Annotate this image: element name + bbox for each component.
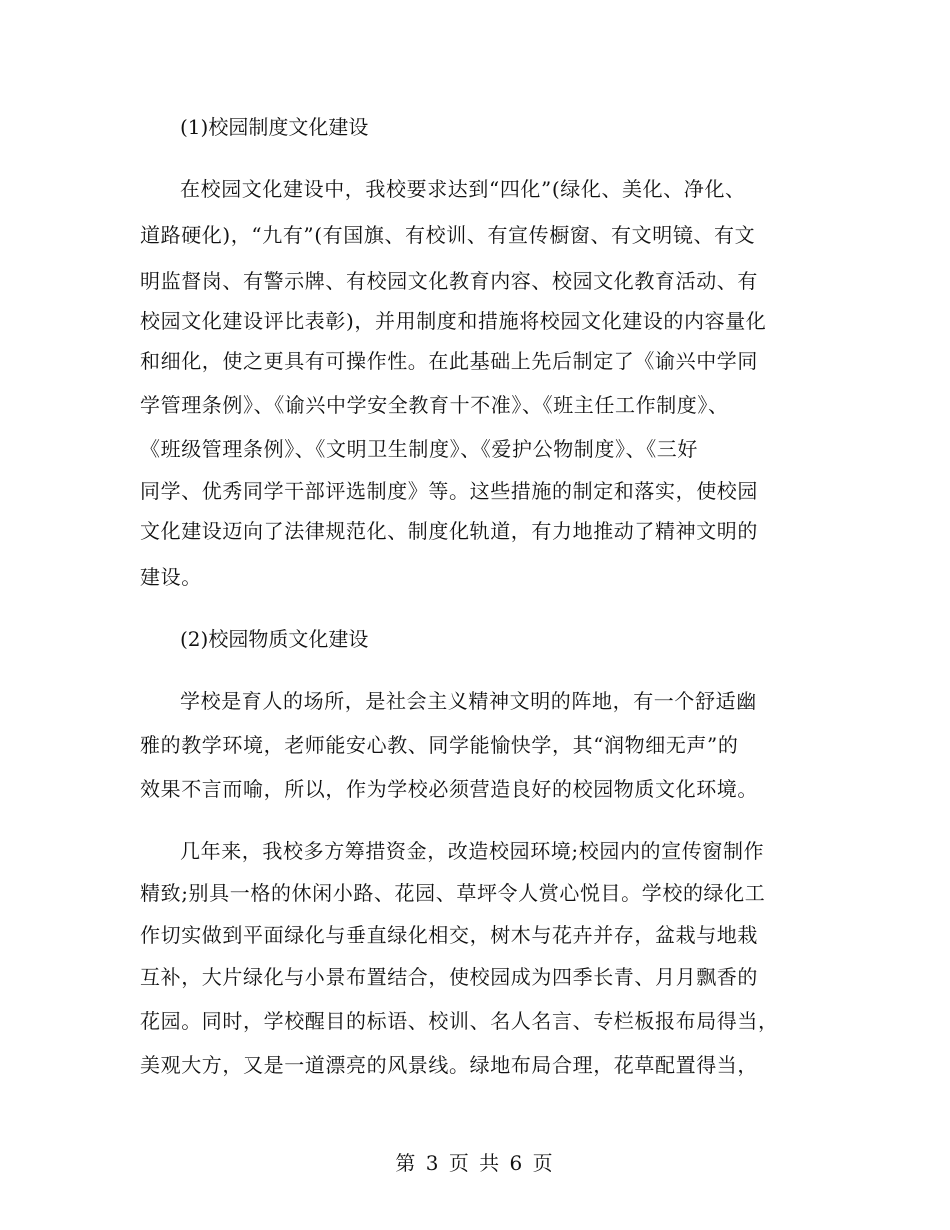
paragraph-line: 校园文化建设评比表彰)，并用制度和措施将校园文化建设的内容量化 bbox=[140, 309, 767, 333]
paragraph-line: 在校园文化建设中，我校要求达到“四化”(绿化、美化、净化、 bbox=[180, 177, 746, 201]
page-number-footer: 第 3 页 共 6 页 bbox=[395, 1151, 555, 1175]
paragraph-line: 互补，大片绿化与小景布置结合，使校园成为四季长青、月月飘香的 bbox=[140, 965, 758, 989]
paragraph-line: 道路硬化)，“九有”(有国旗、有校训、有宣传橱窗、有文明镜、有文 bbox=[140, 223, 756, 247]
paragraph-line: 花园。同时，学校醒目的标语、校训、名人名言、专栏板报布局得当， bbox=[140, 1009, 779, 1033]
paragraph-line: 同学、优秀同学干部评选制度》等。这些措施的制定和落实，使校园 bbox=[140, 479, 758, 503]
paragraph-line: 《班级管理条例》、《文明卫生制度》、《爱护公物制度》、《三好 bbox=[140, 437, 698, 461]
paragraph-line: 学管理条例》、《谕兴中学安全教育十不准》、《班主任工作制度》、 bbox=[140, 393, 729, 417]
paragraph-line: 几年来，我校多方筹措资金，改造校园环境;校园内的宣传窗制作 bbox=[180, 839, 765, 863]
paragraph-line: 精致;别具一格的休闲小路、花园、草坪令人赏心悦目。学校的绿化工 bbox=[140, 881, 766, 905]
section-heading-1: (1)校园制度文化建设 bbox=[180, 115, 369, 139]
paragraph-line: 效果不言而喻，所以，作为学校必须营造良好的校园物质文化环境。 bbox=[140, 777, 758, 801]
paragraph-line: 作切实做到平面绿化与垂直绿化相交，树木与花卉并存，盆栽与地栽 bbox=[140, 923, 758, 947]
paragraph-line: 文化建设迈向了法律规范化、制度化轨道，有力地推动了精神文明的 bbox=[140, 519, 758, 543]
paragraph-line: 美观大方，又是一道漂亮的风景线。绿地布局合理，花草配置得当， bbox=[140, 1053, 758, 1077]
paragraph-line: 雅的教学环境，老师能安心教、同学能愉快学，其“润物细无声”的 bbox=[140, 733, 739, 757]
paragraph-line: 和细化，使之更具有可操作性。在此基础上先后制定了《谕兴中学同 bbox=[140, 349, 758, 373]
paragraph-line: 明监督岗、有警示牌、有校园文化教育内容、校园文化教育活动、有 bbox=[140, 269, 758, 293]
section-heading-2: (2)校园物质文化建设 bbox=[180, 627, 369, 651]
paragraph-line: 学校是育人的场所，是社会主义精神文明的阵地，有一个舒适幽 bbox=[180, 689, 757, 713]
paragraph-line: 建设。 bbox=[140, 565, 202, 589]
